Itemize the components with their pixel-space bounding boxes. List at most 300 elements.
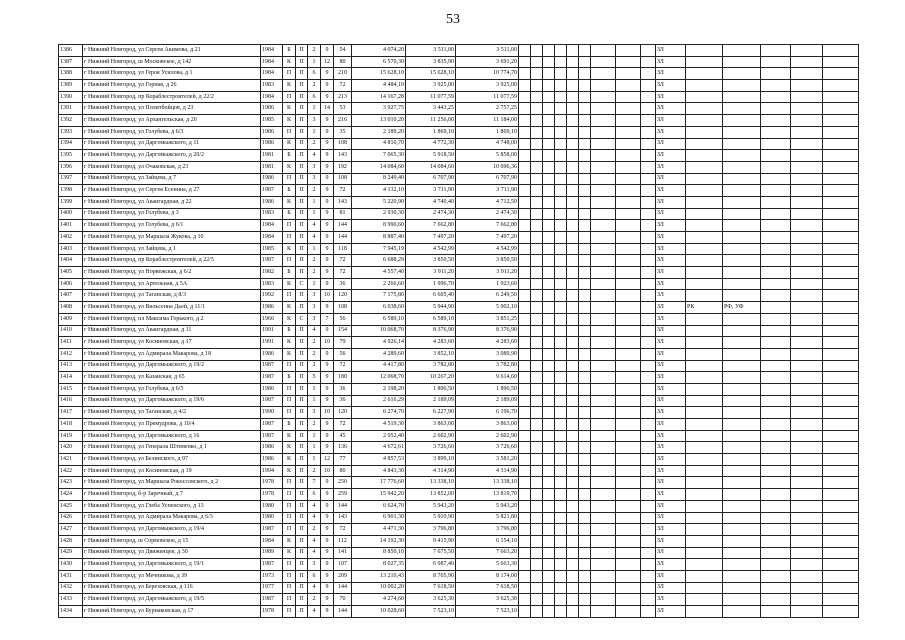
entrances-cell: 7 — [308, 477, 321, 489]
empty-cell — [531, 547, 543, 559]
residential-area-cell: 5 858,00 — [456, 150, 519, 162]
building-type-cell: П — [296, 395, 308, 407]
empty-cell — [531, 559, 543, 571]
year-cell: 1987 — [261, 430, 283, 442]
empty-cell — [543, 243, 555, 255]
floors-cell: 9 — [321, 500, 334, 512]
status-cell: ЗЛ — [656, 430, 686, 442]
building-type-cell: П — [296, 243, 308, 255]
empty-cell — [519, 477, 531, 489]
table-row — [59, 278, 859, 290]
empty-cell — [567, 56, 579, 68]
living-area-cell: 7 497,20 — [406, 232, 456, 244]
entrances-cell: 2 — [308, 524, 321, 536]
empty-cell — [543, 278, 555, 290]
empty-cell — [823, 325, 859, 337]
empty-cell — [641, 442, 656, 454]
empty-cell — [591, 360, 616, 372]
entrances-cell: 6 — [308, 68, 321, 80]
apartments-cell: 56 — [334, 348, 352, 360]
total-area-cell: 4 484,10 — [352, 80, 406, 92]
floors-cell: 7 — [321, 313, 334, 325]
row-number-cell: 1395 — [59, 150, 83, 162]
empty-cell — [616, 489, 641, 501]
empty-cell — [616, 547, 641, 559]
extra-code-cell-2 — [723, 606, 761, 618]
empty-cell — [519, 290, 531, 302]
empty-cell — [641, 582, 656, 594]
extra-code-cell — [686, 138, 723, 150]
total-area-cell: 15 942,20 — [352, 489, 406, 501]
empty-cell — [555, 196, 567, 208]
empty-cell — [579, 547, 591, 559]
extra-code-cell — [686, 570, 723, 582]
entrances-cell: 1 — [308, 208, 321, 220]
extra-code-cell — [686, 489, 723, 501]
empty-cell — [519, 313, 531, 325]
building-type-cell: П — [296, 138, 308, 150]
empty-cell — [591, 395, 616, 407]
wall-material-cell: К — [283, 80, 296, 92]
empty-cell — [616, 383, 641, 395]
empty-cell — [519, 161, 531, 173]
empty-cell — [761, 161, 791, 173]
floors-cell: 9 — [321, 185, 334, 197]
extra-code-cell — [686, 196, 723, 208]
empty-cell — [519, 173, 531, 185]
empty-cell — [591, 232, 616, 244]
empty-cell — [555, 535, 567, 547]
empty-cell — [641, 196, 656, 208]
empty-cell — [761, 547, 791, 559]
status-cell: ЗЛ — [656, 489, 686, 501]
extra-code-cell-2 — [723, 535, 761, 547]
row-number-cell: 1386 — [59, 45, 83, 57]
empty-cell — [791, 372, 823, 384]
empty-cell — [823, 606, 859, 618]
entrances-cell: 4 — [308, 535, 321, 547]
empty-cell — [519, 196, 531, 208]
table-row — [59, 407, 859, 419]
wall-material-cell: П — [283, 395, 296, 407]
residential-area-cell: 5 663,30 — [456, 559, 519, 571]
empty-cell — [591, 407, 616, 419]
living-area-cell: 7 675,50 — [406, 547, 456, 559]
floors-cell: 9 — [321, 267, 334, 279]
empty-cell — [761, 68, 791, 80]
empty-cell — [761, 325, 791, 337]
living-area-cell: 3 782,80 — [406, 360, 456, 372]
empty-cell — [823, 372, 859, 384]
empty-cell — [567, 103, 579, 115]
empty-cell — [567, 465, 579, 477]
empty-cell — [791, 68, 823, 80]
building-type-cell: П — [296, 407, 308, 419]
empty-cell — [519, 138, 531, 150]
extra-code-cell — [686, 535, 723, 547]
empty-cell — [519, 267, 531, 279]
empty-cell — [567, 80, 579, 92]
year-cell: 1985 — [261, 243, 283, 255]
row-number-cell: 1393 — [59, 126, 83, 138]
empty-cell — [543, 185, 555, 197]
empty-cell — [791, 80, 823, 92]
living-area-cell: 1 896,50 — [406, 383, 456, 395]
empty-cell — [543, 115, 555, 127]
table-row — [59, 325, 859, 337]
entrances-cell: 2 — [308, 419, 321, 431]
floors-cell: 9 — [321, 372, 334, 384]
extra-code-cell-2 — [723, 267, 761, 279]
empty-cell — [616, 430, 641, 442]
address-cell: г Нижний Новгород, ул Даргомыжского, д 19/6 — [83, 395, 261, 407]
building-type-cell: П — [296, 500, 308, 512]
residential-area-cell: 3 782,80 — [456, 360, 519, 372]
table-row — [59, 150, 859, 162]
table-row — [59, 56, 859, 68]
empty-cell — [567, 337, 579, 349]
empty-cell — [543, 161, 555, 173]
empty-cell — [531, 325, 543, 337]
status-cell: ЗЛ — [656, 173, 686, 185]
extra-code-cell — [686, 360, 723, 372]
year-cell: 1987 — [261, 185, 283, 197]
empty-cell — [555, 232, 567, 244]
empty-cell — [823, 524, 859, 536]
entrances-cell: 3 — [308, 302, 321, 314]
empty-cell — [555, 56, 567, 68]
empty-cell — [591, 208, 616, 220]
empty-cell — [531, 80, 543, 92]
row-number-cell: 1409 — [59, 313, 83, 325]
wall-material-cell: П — [283, 360, 296, 372]
wall-material-cell: Б — [283, 208, 296, 220]
living-area-cell: 6 707,90 — [406, 173, 456, 185]
apartments-cell: 107 — [334, 559, 352, 571]
table-row — [59, 383, 859, 395]
table-row — [59, 68, 859, 80]
empty-cell — [761, 535, 791, 547]
empty-cell — [567, 547, 579, 559]
extra-code-cell-2 — [723, 442, 761, 454]
empty-cell — [543, 290, 555, 302]
empty-cell — [761, 477, 791, 489]
total-area-cell: 14 167,28 — [352, 91, 406, 103]
empty-cell — [555, 243, 567, 255]
empty-cell — [823, 582, 859, 594]
table-row — [59, 348, 859, 360]
extra-code-cell: РК — [686, 302, 723, 314]
apartments-cell: 250 — [334, 477, 352, 489]
extra-code-cell — [686, 232, 723, 244]
empty-cell — [591, 500, 616, 512]
empty-cell — [591, 103, 616, 115]
apartments-cell: 77 — [334, 454, 352, 466]
empty-cell — [641, 489, 656, 501]
residential-area-cell: 4 542,99 — [456, 243, 519, 255]
empty-cell — [555, 348, 567, 360]
table-row — [59, 103, 859, 115]
extra-code-cell — [686, 442, 723, 454]
wall-material-cell: П — [283, 512, 296, 524]
entrances-cell: 2 — [308, 255, 321, 267]
empty-cell — [616, 442, 641, 454]
empty-cell — [761, 56, 791, 68]
empty-cell — [791, 313, 823, 325]
address-cell: г Нижний Новгород, ул Адмирала Макарова, д 6/3 — [83, 512, 261, 524]
empty-cell — [519, 559, 531, 571]
entrances-cell: 1 — [308, 383, 321, 395]
total-area-cell: 13 210,43 — [352, 570, 406, 582]
empty-cell — [791, 465, 823, 477]
extra-code-cell — [686, 255, 723, 267]
empty-cell — [616, 278, 641, 290]
extra-code-cell-2 — [723, 161, 761, 173]
extra-code-cell-2 — [723, 313, 761, 325]
apartments-cell: 108 — [334, 173, 352, 185]
living-area-cell: 6 987,40 — [406, 559, 456, 571]
year-cell: 1992 — [261, 290, 283, 302]
empty-cell — [761, 232, 791, 244]
row-number-cell: 1403 — [59, 243, 83, 255]
wall-material-cell: Б — [283, 185, 296, 197]
wall-material-cell: П — [283, 126, 296, 138]
address-cell: г Нижний Новгород, ул Сергея Акимова, д 21 — [83, 45, 261, 57]
extra-code-cell — [686, 383, 723, 395]
empty-cell — [579, 290, 591, 302]
total-area-cell: 10 068,70 — [352, 325, 406, 337]
empty-cell — [823, 126, 859, 138]
extra-code-cell-2 — [723, 232, 761, 244]
empty-cell — [591, 173, 616, 185]
empty-cell — [519, 348, 531, 360]
wall-material-cell: К — [283, 196, 296, 208]
empty-cell — [543, 395, 555, 407]
wall-material-cell: Б — [283, 150, 296, 162]
extra-code-cell-2 — [723, 325, 761, 337]
apartments-cell: 209 — [334, 570, 352, 582]
empty-cell — [761, 255, 791, 267]
table-row — [59, 126, 859, 138]
entrances-cell: 1 — [308, 430, 321, 442]
empty-cell — [567, 372, 579, 384]
apartments-cell: 79 — [334, 337, 352, 349]
empty-cell — [616, 173, 641, 185]
year-cell: 1987 — [261, 360, 283, 372]
empty-cell — [555, 419, 567, 431]
empty-cell — [555, 220, 567, 232]
extra-code-cell-2 — [723, 477, 761, 489]
empty-cell — [579, 372, 591, 384]
empty-cell — [823, 489, 859, 501]
extra-code-cell — [686, 465, 723, 477]
empty-cell — [791, 524, 823, 536]
apartments-cell: 120 — [334, 290, 352, 302]
wall-material-cell: К — [283, 547, 296, 559]
year-cell: 1986 — [261, 103, 283, 115]
residential-area-cell: 4 283,60 — [456, 337, 519, 349]
empty-cell — [543, 313, 555, 325]
address-cell: г Нижний Новгород, ул Авангардная, д 22 — [83, 196, 261, 208]
status-cell: ЗЛ — [656, 68, 686, 80]
empty-cell — [567, 232, 579, 244]
apartments-cell: 45 — [334, 430, 352, 442]
extra-code-cell — [686, 115, 723, 127]
empty-cell — [555, 430, 567, 442]
empty-cell — [567, 524, 579, 536]
entrances-cell: 6 — [308, 489, 321, 501]
empty-cell — [761, 196, 791, 208]
empty-cell — [823, 465, 859, 477]
empty-cell — [591, 547, 616, 559]
table-row — [59, 524, 859, 536]
empty-cell — [823, 173, 859, 185]
empty-cell — [519, 126, 531, 138]
empty-cell — [531, 126, 543, 138]
row-number-cell: 1397 — [59, 173, 83, 185]
table-row — [59, 582, 859, 594]
table-row — [59, 80, 859, 92]
residential-area-cell: 3 691,20 — [456, 56, 519, 68]
living-area-cell: 5 943,20 — [406, 500, 456, 512]
row-number-cell: 1416 — [59, 395, 83, 407]
row-number-cell: 1391 — [59, 103, 83, 115]
building-type-cell: П — [296, 208, 308, 220]
year-cell: 1973 — [261, 570, 283, 582]
empty-cell — [761, 150, 791, 162]
apartments-cell: 213 — [334, 91, 352, 103]
empty-cell — [761, 278, 791, 290]
empty-cell — [823, 45, 859, 57]
empty-cell — [761, 559, 791, 571]
empty-cell — [641, 430, 656, 442]
empty-cell — [591, 559, 616, 571]
row-number-cell: 1392 — [59, 115, 83, 127]
empty-cell — [616, 126, 641, 138]
status-cell: ЗЛ — [656, 547, 686, 559]
row-number-cell: 1387 — [59, 56, 83, 68]
extra-code-cell-2 — [723, 138, 761, 150]
building-type-cell: П — [296, 173, 308, 185]
status-cell: ЗЛ — [656, 278, 686, 290]
building-type-cell: П — [296, 489, 308, 501]
building-type-cell: П — [296, 606, 308, 618]
empty-cell — [567, 126, 579, 138]
row-number-cell: 1431 — [59, 570, 83, 582]
year-cell: 1981 — [261, 161, 283, 173]
empty-cell — [531, 570, 543, 582]
address-cell: г Нижний Новгород, ул Даргомыжского, д 20/2 — [83, 150, 261, 162]
year-cell: 1984 — [261, 535, 283, 547]
empty-cell — [555, 570, 567, 582]
address-cell: г Нижний Новгород, ул Даргомыжского, д 19/5 — [83, 594, 261, 606]
floors-cell: 9 — [321, 278, 334, 290]
living-area-cell: 1 869,10 — [406, 126, 456, 138]
empty-cell — [519, 489, 531, 501]
floors-cell: 9 — [321, 360, 334, 372]
empty-cell — [823, 407, 859, 419]
empty-cell — [591, 348, 616, 360]
entrances-cell: 2 — [308, 465, 321, 477]
total-area-cell: 4 810,70 — [352, 138, 406, 150]
table-row — [59, 477, 859, 489]
empty-cell — [555, 337, 567, 349]
building-type-cell: П — [296, 45, 308, 57]
empty-cell — [519, 278, 531, 290]
extra-code-cell-2 — [723, 348, 761, 360]
empty-cell — [579, 594, 591, 606]
entrances-cell: 2 — [308, 337, 321, 349]
apartments-cell: 108 — [334, 302, 352, 314]
empty-cell — [567, 290, 579, 302]
empty-cell — [823, 302, 859, 314]
empty-cell — [791, 337, 823, 349]
empty-cell — [579, 582, 591, 594]
row-number-cell: 1433 — [59, 594, 83, 606]
empty-cell — [579, 337, 591, 349]
empty-cell — [823, 290, 859, 302]
living-area-cell: 8 376,90 — [406, 325, 456, 337]
living-area-cell: 4 283,60 — [406, 337, 456, 349]
extra-code-cell-2 — [723, 243, 761, 255]
empty-cell — [519, 103, 531, 115]
empty-cell — [823, 559, 859, 571]
empty-cell — [791, 243, 823, 255]
living-area-cell: 6 589,10 — [406, 313, 456, 325]
empty-cell — [616, 500, 641, 512]
address-cell: г Нижний Новгород, ул Голубева, д 6/3 — [83, 126, 261, 138]
empty-cell — [616, 594, 641, 606]
row-number-cell: 1415 — [59, 383, 83, 395]
extra-code-cell — [686, 325, 723, 337]
empty-cell — [761, 80, 791, 92]
extra-code-cell-2 — [723, 512, 761, 524]
total-area-cell: 6 589,10 — [352, 313, 406, 325]
table-row — [59, 606, 859, 618]
status-cell: ЗЛ — [656, 290, 686, 302]
empty-cell — [567, 360, 579, 372]
total-area-cell: 8 027,35 — [352, 559, 406, 571]
apartments-cell: 144 — [334, 232, 352, 244]
empty-cell — [591, 489, 616, 501]
address-cell: г Нижний Новгород, ш Московское, д 142 — [83, 56, 261, 68]
empty-cell — [823, 56, 859, 68]
empty-cell — [823, 383, 859, 395]
year-cell: 1980 — [261, 500, 283, 512]
empty-cell — [567, 512, 579, 524]
entrances-cell: 4 — [308, 547, 321, 559]
extra-code-cell — [686, 372, 723, 384]
empty-cell — [555, 360, 567, 372]
empty-cell — [579, 138, 591, 150]
row-number-cell: 1428 — [59, 535, 83, 547]
empty-cell — [567, 582, 579, 594]
living-area-cell: 6 605,40 — [406, 290, 456, 302]
wall-material-cell: П — [283, 290, 296, 302]
address-cell: г Нижний Новгород, пр Кораблестроителей, д 22/2 — [83, 91, 261, 103]
empty-cell — [531, 56, 543, 68]
empty-cell — [531, 278, 543, 290]
wall-material-cell: П — [283, 582, 296, 594]
empty-cell — [543, 372, 555, 384]
empty-cell — [791, 56, 823, 68]
address-cell: г Нижний Новгород, ул Таганская, д 8/3 — [83, 290, 261, 302]
address-cell: г Нижний Новгород, ул Казанская, д 65 — [83, 372, 261, 384]
empty-cell — [761, 442, 791, 454]
empty-cell — [579, 606, 591, 618]
status-cell: ЗЛ — [656, 138, 686, 150]
empty-cell — [823, 161, 859, 173]
